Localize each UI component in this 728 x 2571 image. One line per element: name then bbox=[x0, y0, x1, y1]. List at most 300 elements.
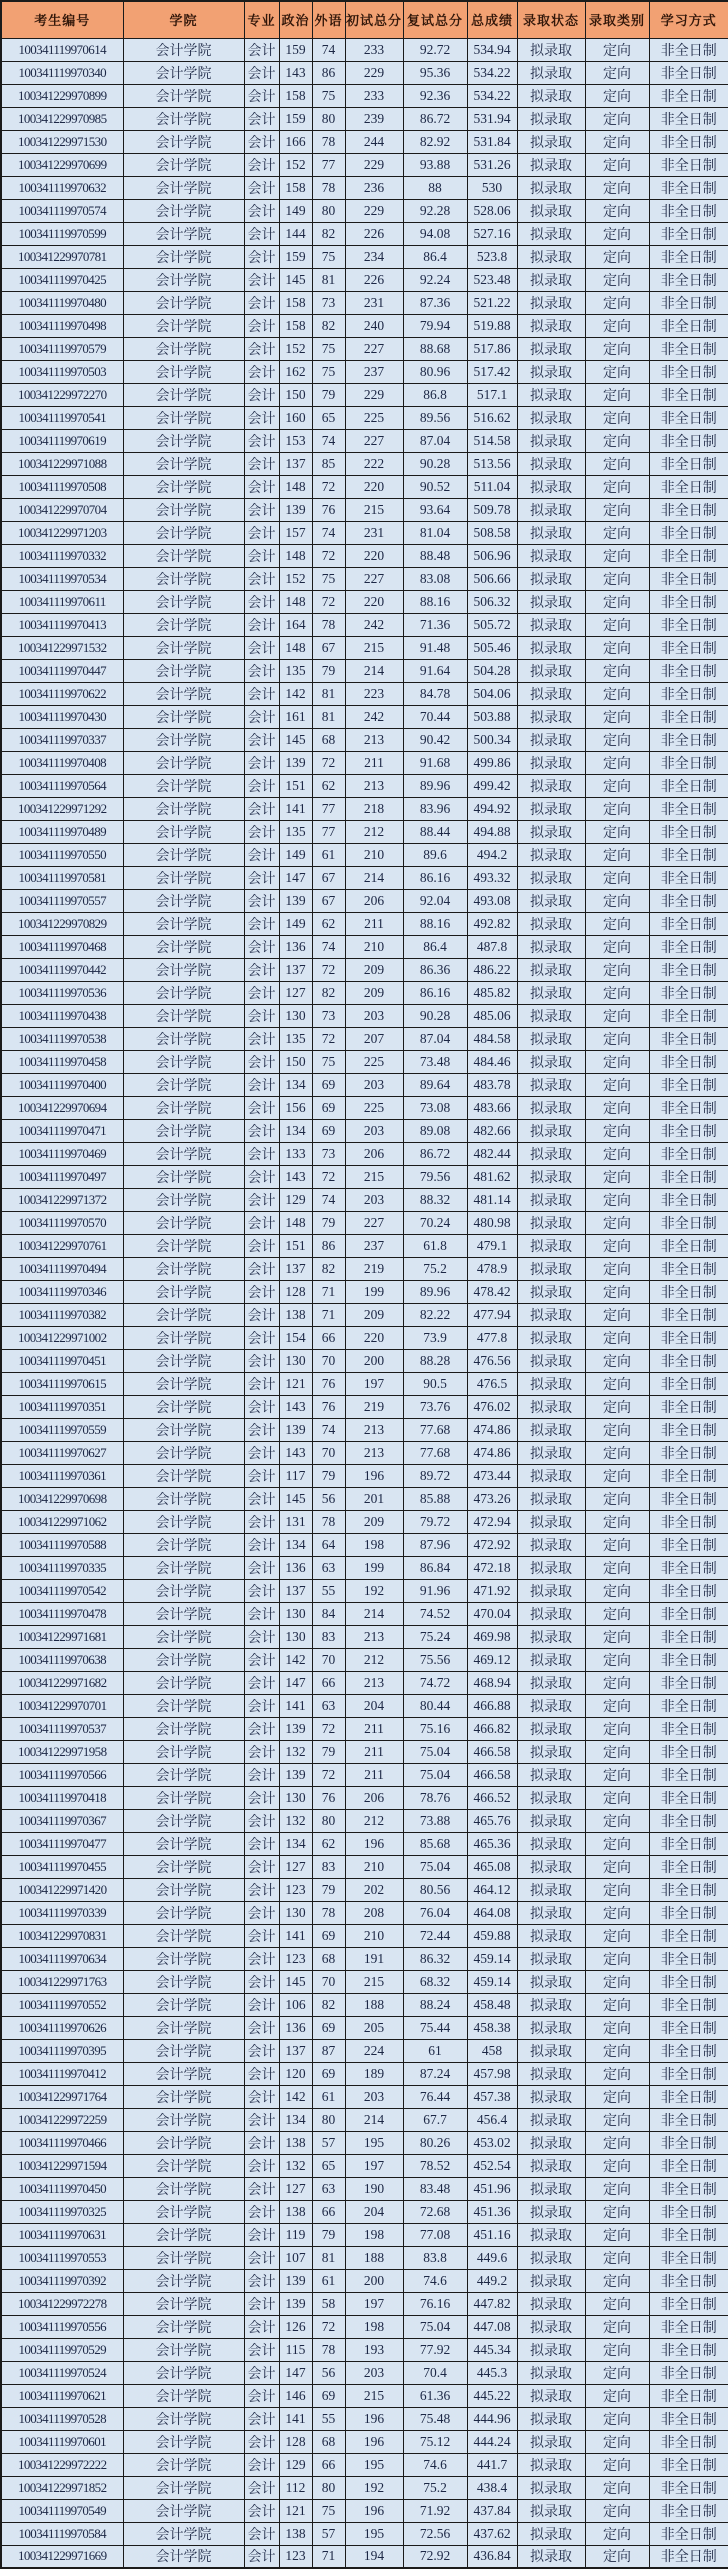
cell-mode: 非全日制 bbox=[649, 2108, 728, 2131]
cell-foreign: 87 bbox=[312, 2039, 345, 2062]
cell-status: 拟录取 bbox=[517, 84, 585, 107]
cell-mode: 非全日制 bbox=[649, 1717, 728, 1740]
cell-status: 拟录取 bbox=[517, 2476, 585, 2499]
cell-mode: 非全日制 bbox=[649, 1855, 728, 1878]
cell-foreign: 74 bbox=[312, 521, 345, 544]
cell-category: 定向 bbox=[585, 843, 649, 866]
cell-total: 465.36 bbox=[467, 1832, 517, 1855]
cell-politics: 142 bbox=[279, 682, 312, 705]
cell-status: 拟录取 bbox=[517, 705, 585, 728]
cell-id: 100341229970831 bbox=[1, 1924, 123, 1947]
cell-initial: 220 bbox=[345, 1326, 403, 1349]
cell-mode: 非全日制 bbox=[649, 268, 728, 291]
cell-foreign: 62 bbox=[312, 774, 345, 797]
cell-college: 会计学院 bbox=[123, 590, 244, 613]
cell-college: 会计学院 bbox=[123, 1188, 244, 1211]
cell-foreign: 76 bbox=[312, 1372, 345, 1395]
cell-category: 定向 bbox=[585, 1694, 649, 1717]
cell-status: 拟录取 bbox=[517, 2108, 585, 2131]
cell-college: 会计学院 bbox=[123, 1257, 244, 1280]
cell-major: 会计 bbox=[244, 1625, 279, 1648]
table-row bbox=[1, 268, 728, 291]
cell-politics: 136 bbox=[279, 1556, 312, 1579]
table-row bbox=[1, 1211, 728, 1234]
cell-politics: 135 bbox=[279, 1027, 312, 1050]
cell-status: 拟录取 bbox=[517, 636, 585, 659]
cell-id: 100341119970559 bbox=[1, 1418, 123, 1441]
table-row bbox=[1, 2338, 728, 2361]
table-row bbox=[1, 1924, 728, 1947]
cell-politics: 158 bbox=[279, 291, 312, 314]
cell-foreign: 77 bbox=[312, 153, 345, 176]
cell-politics: 149 bbox=[279, 912, 312, 935]
cell-politics: 143 bbox=[279, 61, 312, 84]
cell-college: 会计学院 bbox=[123, 429, 244, 452]
cell-retest: 77.92 bbox=[403, 2338, 467, 2361]
cell-id: 100341119970621 bbox=[1, 2384, 123, 2407]
cell-major: 会计 bbox=[244, 2338, 279, 2361]
cell-retest: 72.44 bbox=[403, 1924, 467, 1947]
cell-major: 会计 bbox=[244, 1004, 279, 1027]
cell-mode: 非全日制 bbox=[649, 2292, 728, 2315]
cell-total: 453.02 bbox=[467, 2131, 517, 2154]
cell-retest: 73.9 bbox=[403, 1326, 467, 1349]
table-body bbox=[1, 38, 728, 2568]
cell-category: 定向 bbox=[585, 1441, 649, 1464]
cell-mode: 非全日制 bbox=[649, 2315, 728, 2338]
cell-category: 定向 bbox=[585, 1027, 649, 1050]
cell-major: 会计 bbox=[244, 2108, 279, 2131]
cell-initial: 197 bbox=[345, 2154, 403, 2177]
cell-id: 100341119970489 bbox=[1, 820, 123, 843]
cell-id: 100341119970584 bbox=[1, 2522, 123, 2545]
cell-politics: 159 bbox=[279, 38, 312, 61]
cell-politics: 132 bbox=[279, 2154, 312, 2177]
column-header-id: 考生编号 bbox=[1, 1, 123, 38]
cell-mode: 非全日制 bbox=[649, 1901, 728, 1924]
cell-status: 拟录取 bbox=[517, 1349, 585, 1372]
cell-college: 会计学院 bbox=[123, 1004, 244, 1027]
cell-foreign: 73 bbox=[312, 1142, 345, 1165]
cell-foreign: 86 bbox=[312, 1234, 345, 1257]
cell-total: 523.48 bbox=[467, 268, 517, 291]
cell-foreign: 74 bbox=[312, 935, 345, 958]
cell-id: 100341119970550 bbox=[1, 843, 123, 866]
table-row bbox=[1, 1372, 728, 1395]
cell-mode: 非全日制 bbox=[649, 981, 728, 1004]
cell-foreign: 69 bbox=[312, 2016, 345, 2039]
cell-college: 会计学院 bbox=[123, 1326, 244, 1349]
cell-category: 定向 bbox=[585, 521, 649, 544]
cell-status: 拟录取 bbox=[517, 1832, 585, 1855]
cell-retest: 75.24 bbox=[403, 1625, 467, 1648]
cell-status: 拟录取 bbox=[517, 475, 585, 498]
cell-mode: 非全日制 bbox=[649, 2246, 728, 2269]
cell-total: 530 bbox=[467, 176, 517, 199]
cell-status: 拟录取 bbox=[517, 1280, 585, 1303]
cell-total: 459.14 bbox=[467, 1947, 517, 1970]
cell-total: 514.58 bbox=[467, 429, 517, 452]
cell-foreign: 61 bbox=[312, 2085, 345, 2108]
cell-politics: 148 bbox=[279, 590, 312, 613]
cell-category: 定向 bbox=[585, 2062, 649, 2085]
cell-college: 会计学院 bbox=[123, 1211, 244, 1234]
cell-id: 100341119970469 bbox=[1, 1142, 123, 1165]
table-row bbox=[1, 2108, 728, 2131]
table-row bbox=[1, 1395, 728, 1418]
cell-foreign: 66 bbox=[312, 1326, 345, 1349]
cell-category: 定向 bbox=[585, 291, 649, 314]
cell-id: 100341229971682 bbox=[1, 1671, 123, 1694]
cell-college: 会计学院 bbox=[123, 1740, 244, 1763]
cell-major: 会计 bbox=[244, 153, 279, 176]
cell-category: 定向 bbox=[585, 498, 649, 521]
cell-mode: 非全日制 bbox=[649, 1878, 728, 1901]
cell-politics: 137 bbox=[279, 958, 312, 981]
cell-major: 会计 bbox=[244, 2200, 279, 2223]
cell-id: 100341119970534 bbox=[1, 567, 123, 590]
table-row bbox=[1, 1717, 728, 1740]
cell-category: 定向 bbox=[585, 1993, 649, 2016]
cell-politics: 112 bbox=[279, 2476, 312, 2499]
cell-id: 100341119970627 bbox=[1, 1441, 123, 1464]
cell-retest: 90.42 bbox=[403, 728, 467, 751]
cell-major: 会计 bbox=[244, 521, 279, 544]
cell-major: 会计 bbox=[244, 1487, 279, 1510]
cell-total: 466.82 bbox=[467, 1717, 517, 1740]
cell-mode: 非全日制 bbox=[649, 1924, 728, 1947]
cell-college: 会计学院 bbox=[123, 1602, 244, 1625]
cell-major: 会计 bbox=[244, 475, 279, 498]
cell-college: 会计学院 bbox=[123, 774, 244, 797]
cell-politics: 139 bbox=[279, 2269, 312, 2292]
cell-category: 定向 bbox=[585, 245, 649, 268]
table-row bbox=[1, 1947, 728, 1970]
cell-foreign: 82 bbox=[312, 222, 345, 245]
cell-initial: 231 bbox=[345, 291, 403, 314]
cell-mode: 非全日制 bbox=[649, 1671, 728, 1694]
cell-status: 拟录取 bbox=[517, 130, 585, 153]
cell-total: 506.66 bbox=[467, 567, 517, 590]
cell-mode: 非全日制 bbox=[649, 2430, 728, 2453]
cell-foreign: 69 bbox=[312, 1096, 345, 1119]
cell-category: 定向 bbox=[585, 2361, 649, 2384]
cell-initial: 206 bbox=[345, 1786, 403, 1809]
cell-total: 458.48 bbox=[467, 1993, 517, 2016]
cell-retest: 93.88 bbox=[403, 153, 467, 176]
cell-initial: 229 bbox=[345, 199, 403, 222]
cell-status: 拟录取 bbox=[517, 2177, 585, 2200]
cell-retest: 89.08 bbox=[403, 1119, 467, 1142]
cell-initial: 215 bbox=[345, 2384, 403, 2407]
cell-major: 会计 bbox=[244, 2545, 279, 2568]
cell-total: 513.56 bbox=[467, 452, 517, 475]
cell-id: 100341119970455 bbox=[1, 1855, 123, 1878]
cell-status: 拟录取 bbox=[517, 958, 585, 981]
cell-college: 会计学院 bbox=[123, 866, 244, 889]
cell-status: 拟录取 bbox=[517, 2407, 585, 2430]
cell-retest: 86.4 bbox=[403, 245, 467, 268]
cell-initial: 197 bbox=[345, 1372, 403, 1395]
cell-total: 505.46 bbox=[467, 636, 517, 659]
cell-initial: 211 bbox=[345, 1763, 403, 1786]
cell-retest: 87.24 bbox=[403, 2062, 467, 2085]
cell-foreign: 62 bbox=[312, 912, 345, 935]
cell-id: 100341229970829 bbox=[1, 912, 123, 935]
cell-status: 拟录取 bbox=[517, 2039, 585, 2062]
cell-college: 会计学院 bbox=[123, 1050, 244, 1073]
cell-mode: 非全日制 bbox=[649, 797, 728, 820]
cell-initial: 242 bbox=[345, 613, 403, 636]
cell-id: 100341119970632 bbox=[1, 176, 123, 199]
cell-college: 会计学院 bbox=[123, 2269, 244, 2292]
table-row bbox=[1, 2223, 728, 2246]
cell-category: 定向 bbox=[585, 889, 649, 912]
cell-id: 100341119970325 bbox=[1, 2200, 123, 2223]
cell-politics: 128 bbox=[279, 1280, 312, 1303]
cell-foreign: 79 bbox=[312, 1464, 345, 1487]
cell-id: 100341119970631 bbox=[1, 2223, 123, 2246]
table-row bbox=[1, 1786, 728, 1809]
cell-politics: 149 bbox=[279, 843, 312, 866]
cell-politics: 141 bbox=[279, 1694, 312, 1717]
table-row bbox=[1, 1671, 728, 1694]
cell-retest: 82.92 bbox=[403, 130, 467, 153]
cell-mode: 非全日制 bbox=[649, 751, 728, 774]
cell-id: 100341119970615 bbox=[1, 1372, 123, 1395]
cell-mode: 非全日制 bbox=[649, 613, 728, 636]
cell-id: 100341229971852 bbox=[1, 2476, 123, 2499]
cell-politics: 136 bbox=[279, 2016, 312, 2039]
cell-category: 定向 bbox=[585, 866, 649, 889]
cell-category: 定向 bbox=[585, 429, 649, 452]
cell-major: 会计 bbox=[244, 1556, 279, 1579]
cell-mode: 非全日制 bbox=[649, 636, 728, 659]
table-row bbox=[1, 2407, 728, 2430]
cell-retest: 88.16 bbox=[403, 912, 467, 935]
cell-category: 定向 bbox=[585, 2407, 649, 2430]
cell-major: 会计 bbox=[244, 613, 279, 636]
cell-college: 会计学院 bbox=[123, 38, 244, 61]
cell-total: 521.22 bbox=[467, 291, 517, 314]
cell-initial: 203 bbox=[345, 1004, 403, 1027]
cell-retest: 88.24 bbox=[403, 1993, 467, 2016]
cell-retest: 86.4 bbox=[403, 935, 467, 958]
cell-major: 会计 bbox=[244, 2407, 279, 2430]
cell-politics: 123 bbox=[279, 2545, 312, 2568]
cell-total: 452.54 bbox=[467, 2154, 517, 2177]
table-row bbox=[1, 1050, 728, 1073]
cell-id: 100341119970400 bbox=[1, 1073, 123, 1096]
cell-status: 拟录取 bbox=[517, 452, 585, 475]
cell-category: 定向 bbox=[585, 268, 649, 291]
cell-foreign: 69 bbox=[312, 1073, 345, 1096]
cell-college: 会计学院 bbox=[123, 1763, 244, 1786]
cell-major: 会计 bbox=[244, 1924, 279, 1947]
cell-id: 100341119970581 bbox=[1, 866, 123, 889]
cell-foreign: 82 bbox=[312, 314, 345, 337]
cell-retest: 88.28 bbox=[403, 1349, 467, 1372]
cell-category: 定向 bbox=[585, 912, 649, 935]
table-row bbox=[1, 2039, 728, 2062]
cell-politics: 128 bbox=[279, 2430, 312, 2453]
cell-id: 100341119970611 bbox=[1, 590, 123, 613]
column-header-status: 录取状态 bbox=[517, 1, 585, 38]
cell-total: 451.16 bbox=[467, 2223, 517, 2246]
cell-retest: 70.44 bbox=[403, 705, 467, 728]
cell-total: 449.2 bbox=[467, 2269, 517, 2292]
cell-retest: 74.52 bbox=[403, 1602, 467, 1625]
cell-college: 会计学院 bbox=[123, 360, 244, 383]
cell-id: 100341119970468 bbox=[1, 935, 123, 958]
cell-college: 会计学院 bbox=[123, 1441, 244, 1464]
cell-mode: 非全日制 bbox=[649, 544, 728, 567]
cell-mode: 非全日制 bbox=[649, 222, 728, 245]
cell-id: 100341119970622 bbox=[1, 682, 123, 705]
cell-total: 517.42 bbox=[467, 360, 517, 383]
cell-status: 拟录取 bbox=[517, 1556, 585, 1579]
cell-initial: 214 bbox=[345, 866, 403, 889]
table-row bbox=[1, 360, 728, 383]
cell-category: 定向 bbox=[585, 1050, 649, 1073]
cell-politics: 150 bbox=[279, 1050, 312, 1073]
cell-status: 拟录取 bbox=[517, 268, 585, 291]
cell-major: 会计 bbox=[244, 337, 279, 360]
cell-college: 会计学院 bbox=[123, 1878, 244, 1901]
cell-major: 会计 bbox=[244, 2039, 279, 2062]
cell-college: 会计学院 bbox=[123, 2407, 244, 2430]
cell-id: 100341229970704 bbox=[1, 498, 123, 521]
cell-retest: 72.56 bbox=[403, 2522, 467, 2545]
cell-status: 拟录取 bbox=[517, 291, 585, 314]
cell-id: 100341119970425 bbox=[1, 268, 123, 291]
cell-total: 466.52 bbox=[467, 1786, 517, 1809]
cell-retest: 91.96 bbox=[403, 1579, 467, 1602]
table-row bbox=[1, 1027, 728, 1050]
cell-initial: 200 bbox=[345, 2269, 403, 2292]
table-row bbox=[1, 958, 728, 981]
cell-initial: 203 bbox=[345, 1073, 403, 1096]
cell-id: 100341229970701 bbox=[1, 1694, 123, 1717]
cell-politics: 158 bbox=[279, 314, 312, 337]
cell-total: 511.04 bbox=[467, 475, 517, 498]
cell-total: 457.98 bbox=[467, 2062, 517, 2085]
cell-initial: 205 bbox=[345, 2016, 403, 2039]
cell-category: 定向 bbox=[585, 2338, 649, 2361]
cell-total: 486.22 bbox=[467, 958, 517, 981]
cell-foreign: 67 bbox=[312, 866, 345, 889]
cell-politics: 106 bbox=[279, 1993, 312, 2016]
cell-foreign: 72 bbox=[312, 1717, 345, 1740]
cell-id: 100341119970503 bbox=[1, 360, 123, 383]
cell-status: 拟录取 bbox=[517, 1188, 585, 1211]
cell-status: 拟录取 bbox=[517, 2085, 585, 2108]
table-row bbox=[1, 406, 728, 429]
cell-id: 100341229971669 bbox=[1, 2545, 123, 2568]
cell-politics: 132 bbox=[279, 1809, 312, 1832]
cell-retest: 89.72 bbox=[403, 1464, 467, 1487]
cell-status: 拟录取 bbox=[517, 2430, 585, 2453]
cell-initial: 196 bbox=[345, 2407, 403, 2430]
cell-major: 会计 bbox=[244, 2246, 279, 2269]
cell-politics: 129 bbox=[279, 1188, 312, 1211]
cell-politics: 148 bbox=[279, 636, 312, 659]
cell-total: 534.22 bbox=[467, 84, 517, 107]
cell-total: 458 bbox=[467, 2039, 517, 2062]
cell-foreign: 71 bbox=[312, 1280, 345, 1303]
cell-category: 定向 bbox=[585, 1349, 649, 1372]
cell-retest: 86.8 bbox=[403, 383, 467, 406]
cell-total: 444.24 bbox=[467, 2430, 517, 2453]
cell-status: 拟录取 bbox=[517, 2315, 585, 2338]
cell-id: 100341229970985 bbox=[1, 107, 123, 130]
cell-retest: 75.12 bbox=[403, 2430, 467, 2453]
cell-total: 459.88 bbox=[467, 1924, 517, 1947]
cell-status: 拟录取 bbox=[517, 2269, 585, 2292]
cell-mode: 非全日制 bbox=[649, 1602, 728, 1625]
cell-retest: 73.08 bbox=[403, 1096, 467, 1119]
cell-mode: 非全日制 bbox=[649, 1119, 728, 1142]
cell-category: 定向 bbox=[585, 2085, 649, 2108]
cell-initial: 215 bbox=[345, 1970, 403, 1993]
cell-college: 会计学院 bbox=[123, 1395, 244, 1418]
cell-retest: 74.6 bbox=[403, 2269, 467, 2292]
cell-mode: 非全日制 bbox=[649, 1970, 728, 1993]
table-row bbox=[1, 1165, 728, 1188]
table-row bbox=[1, 889, 728, 912]
cell-initial: 237 bbox=[345, 1234, 403, 1257]
cell-retest: 75.04 bbox=[403, 1763, 467, 1786]
cell-status: 拟录取 bbox=[517, 222, 585, 245]
table-row bbox=[1, 245, 728, 268]
cell-mode: 非全日制 bbox=[649, 1993, 728, 2016]
cell-college: 会计学院 bbox=[123, 1533, 244, 1556]
cell-status: 拟录取 bbox=[517, 567, 585, 590]
cell-college: 会计学院 bbox=[123, 61, 244, 84]
column-header-college: 学院 bbox=[123, 1, 244, 38]
cell-foreign: 62 bbox=[312, 1832, 345, 1855]
cell-category: 定向 bbox=[585, 590, 649, 613]
cell-initial: 208 bbox=[345, 1901, 403, 1924]
cell-college: 会计学院 bbox=[123, 1947, 244, 1970]
cell-major: 会计 bbox=[244, 2453, 279, 2476]
cell-politics: 152 bbox=[279, 337, 312, 360]
cell-major: 会计 bbox=[244, 1648, 279, 1671]
table-row bbox=[1, 1441, 728, 1464]
cell-major: 会计 bbox=[244, 705, 279, 728]
cell-retest: 88 bbox=[403, 176, 467, 199]
cell-total: 480.98 bbox=[467, 1211, 517, 1234]
cell-major: 会计 bbox=[244, 797, 279, 820]
cell-initial: 210 bbox=[345, 1924, 403, 1947]
cell-id: 100341119970538 bbox=[1, 1027, 123, 1050]
cell-foreign: 63 bbox=[312, 1556, 345, 1579]
cell-initial: 220 bbox=[345, 475, 403, 498]
cell-politics: 151 bbox=[279, 1234, 312, 1257]
cell-id: 100341119970339 bbox=[1, 1901, 123, 1924]
cell-politics: 134 bbox=[279, 1533, 312, 1556]
cell-id: 100341119970367 bbox=[1, 1809, 123, 1832]
table-row bbox=[1, 797, 728, 820]
cell-id: 100341229971062 bbox=[1, 1510, 123, 1533]
cell-total: 436.84 bbox=[467, 2545, 517, 2568]
cell-major: 会计 bbox=[244, 1786, 279, 1809]
table-row bbox=[1, 1855, 728, 1878]
cell-college: 会计学院 bbox=[123, 245, 244, 268]
cell-retest: 83.48 bbox=[403, 2177, 467, 2200]
table-row bbox=[1, 1303, 728, 1326]
table-row bbox=[1, 38, 728, 61]
